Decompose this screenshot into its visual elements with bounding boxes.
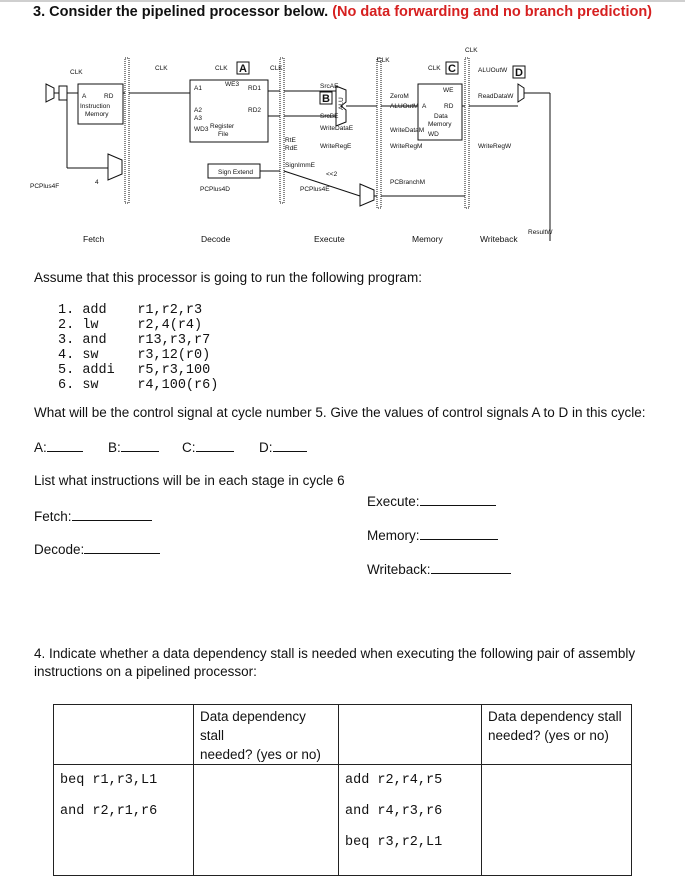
question4-line2: instructions on a pipelined processor: [34, 664, 257, 679]
svg-text:WriteRegM: WriteRegM [390, 143, 423, 150]
blank-label: A: [34, 440, 47, 455]
svg-text:CLK: CLK [465, 47, 478, 54]
question3-prompt: Consider the pipelined processor below. [49, 4, 329, 20]
stage-question: List what instructions will be in each stage in cycle 6 [34, 473, 345, 488]
operands: r4,100(r6) [137, 378, 219, 393]
svg-text:RdE: RdE [285, 145, 298, 152]
svg-text:PCPlus4F: PCPlus4F [30, 183, 60, 190]
answer-line[interactable] [273, 439, 307, 452]
operands: r5,r3,100 [137, 363, 211, 378]
svg-text:WD3: WD3 [194, 126, 209, 133]
opcode: addi [82, 363, 115, 378]
program-line [58, 303, 218, 318]
execute-blank[interactable] [367, 493, 496, 509]
header-empty-cell [339, 705, 482, 765]
svg-text:WD: WD [428, 131, 439, 138]
svg-text:SrcBE: SrcBE [320, 113, 339, 120]
opcode: sw [82, 378, 99, 393]
svg-text:RD: RD [104, 93, 114, 100]
top-rule [0, 0, 685, 2]
control-letter-a: A [239, 63, 247, 75]
svg-text:ReadDataW: ReadDataW [478, 93, 514, 100]
answer-cell-left[interactable] [194, 765, 339, 876]
svg-text:ALU: ALU [338, 97, 345, 110]
line-number: 6. [58, 378, 75, 393]
operands: r2,4(r4) [137, 318, 203, 333]
svg-text:WriteRegW: WriteRegW [478, 143, 512, 150]
stage-fetch: Fetch [83, 234, 105, 244]
svg-text:SrcAE: SrcAE [320, 83, 339, 90]
svg-text:A3: A3 [194, 115, 202, 122]
svg-text:RD2: RD2 [248, 107, 262, 114]
control-question: What will be the control signal at cycle number 5. Give the values of control signals A to D in this cycle: [34, 405, 646, 420]
svg-text:RD: RD [444, 103, 454, 110]
control-blank-a[interactable] [34, 439, 83, 455]
answer-cell-right[interactable] [482, 765, 632, 876]
svg-text:A: A [82, 93, 87, 100]
svg-text:Register: Register [210, 123, 235, 130]
svg-text:ZeroM: ZeroM [390, 93, 409, 100]
svg-text:RtE: RtE [285, 137, 296, 144]
svg-text:A1: A1 [194, 85, 202, 92]
answer-line[interactable] [420, 527, 498, 540]
instruction: and r2,r1,r6 [60, 804, 158, 819]
program-listing [58, 303, 218, 393]
answer-line[interactable] [420, 493, 496, 506]
opcode: sw [82, 348, 99, 363]
blank-label: Fetch: [34, 509, 72, 524]
header-empty-cell [54, 705, 194, 765]
svg-text:WriteDataM: WriteDataM [390, 127, 425, 134]
stage-writeback: Writeback [480, 234, 518, 244]
header-text: Data dependency stall [488, 709, 622, 724]
svg-text:WE: WE [443, 87, 454, 94]
svg-text:WE3: WE3 [225, 81, 240, 88]
header-text: needed? (yes or no) [488, 728, 609, 743]
svg-text:ResultW: ResultW [528, 229, 553, 236]
line-number: 1. [58, 303, 75, 318]
program-line [58, 378, 218, 393]
svg-text:PCPlus4D: PCPlus4D [200, 186, 230, 193]
answer-line[interactable] [431, 561, 511, 574]
svg-text:File: File [218, 131, 229, 138]
stage-memory: Memory [412, 234, 443, 244]
svg-text:CLK: CLK [70, 69, 83, 76]
header-text: Data dependency stall [200, 709, 306, 743]
blank-label: C: [182, 440, 196, 455]
table-row [54, 765, 632, 876]
blank-label: Writeback: [367, 562, 431, 577]
svg-text:PCPlus4E: PCPlus4E [300, 186, 330, 193]
svg-text:4: 4 [95, 179, 99, 186]
question3-number: 3. [33, 4, 46, 20]
svg-text:Memory: Memory [428, 121, 452, 128]
instruction: beq r3,r2,L1 [345, 835, 443, 850]
svg-text:WriteDataE: WriteDataE [320, 125, 354, 132]
program-line [58, 333, 218, 348]
control-blank-c[interactable] [182, 439, 234, 455]
operands: r1,r2,r3 [137, 303, 203, 318]
fetch-blank[interactable] [34, 508, 152, 524]
program-line [58, 318, 218, 333]
blank-label: D: [259, 440, 273, 455]
svg-text:Instruction: Instruction [80, 103, 110, 110]
answer-line[interactable] [121, 439, 159, 452]
svg-text:A: A [422, 103, 427, 110]
opcode: add [82, 303, 107, 318]
blank-label: Decode: [34, 542, 85, 557]
svg-text:Memory: Memory [85, 111, 109, 118]
svg-text:Data: Data [434, 113, 448, 120]
program-line [58, 348, 218, 363]
decode-blank[interactable] [34, 541, 160, 557]
blank-label: Execute: [367, 494, 420, 509]
svg-text:CLK: CLK [270, 65, 283, 72]
memory-blank[interactable] [367, 527, 498, 543]
svg-text:CLK: CLK [155, 65, 168, 72]
svg-text:<<2: <<2 [326, 171, 338, 178]
header-cell-left [194, 705, 339, 765]
header-cell-right [482, 705, 632, 765]
svg-text:CLK: CLK [428, 65, 441, 72]
opcode: lw [82, 318, 99, 333]
svg-text:PCBranchM: PCBranchM [390, 179, 426, 186]
stage-execute: Execute [314, 234, 345, 244]
answer-line[interactable] [72, 508, 152, 521]
instruction-cell-right [339, 765, 482, 876]
question3-note: (No data forwarding and no branch prediction) [332, 4, 653, 20]
operands: r13,r3,r7 [137, 333, 211, 348]
svg-text:Sign Extend: Sign Extend [218, 169, 254, 176]
svg-text:CLK: CLK [377, 57, 390, 64]
svg-text:RD1: RD1 [248, 85, 262, 92]
blank-label: Memory: [367, 528, 420, 543]
assume-text: Assume that this processor is going to run the following program: [34, 270, 422, 285]
control-letter-c: C [448, 63, 456, 75]
opcode: and [82, 333, 107, 348]
svg-text:CLK: CLK [215, 65, 228, 72]
header-text: needed? (yes or no) [200, 747, 321, 762]
line-number: 3. [58, 333, 75, 348]
instruction: beq r1,r3,L1 [60, 773, 158, 788]
svg-text:SignImmE: SignImmE [285, 162, 315, 169]
line-number: 4. [58, 348, 75, 363]
control-letter-b: B [322, 93, 330, 105]
answer-line[interactable] [84, 541, 160, 554]
svg-text:A2: A2 [194, 107, 202, 114]
pipeline-diagram [30, 36, 645, 251]
instruction: and r4,r3,r6 [345, 804, 443, 819]
svg-text:ALUOutM: ALUOutM [390, 103, 419, 110]
blank-label: B: [108, 440, 121, 455]
control-blank-d[interactable] [259, 439, 307, 455]
dependency-table [53, 704, 632, 876]
instruction: add r2,r4,r5 [345, 773, 443, 788]
question4-line1: 4. Indicate whether a data dependency stall is needed when executing the following pair of assembly [34, 646, 636, 661]
line-number: 5. [58, 363, 75, 378]
writeback-blank[interactable] [367, 561, 511, 577]
svg-text:ALUOutW: ALUOutW [478, 67, 508, 74]
control-letter-d: D [515, 67, 523, 79]
instruction-cell-left [54, 765, 194, 876]
stage-decode: Decode [201, 234, 231, 244]
answer-line[interactable] [196, 439, 234, 452]
operands: r3,12(r0) [137, 348, 211, 363]
program-line [58, 363, 218, 378]
question3-title [33, 4, 652, 20]
table-header-row [54, 705, 632, 765]
control-blank-b[interactable] [108, 439, 159, 455]
svg-text:WriteRegE: WriteRegE [320, 143, 352, 150]
line-number: 2. [58, 318, 75, 333]
answer-line[interactable] [47, 439, 83, 452]
